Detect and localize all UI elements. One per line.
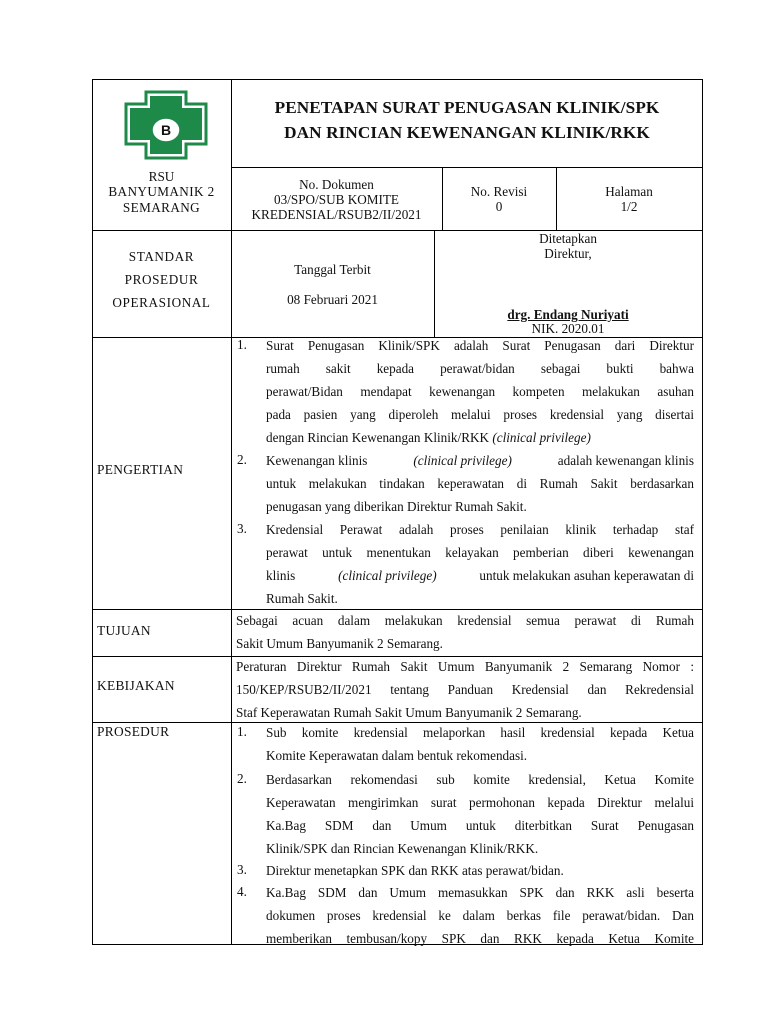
approval-line-1: Ditetapkan [539,231,597,246]
director-name: drg. Endang Nuriyati [507,307,629,322]
pengertian-item-italic: (clinical privilege) [492,430,591,445]
prosedur-item-line: Keperawatan mengirimkan surat permohonan kepada Direktur melalui [266,795,694,810]
page-label: Halaman [605,184,653,199]
sop-label-line-2: PROSEDUR [124,272,199,287]
pengertian-item-line: penugasan yang diberikan Direktur Rumah Sakit. [266,499,527,514]
prosedur-item-line: Klinik/SPK dan Rincian Kewenangan Klinik/RKK. [266,841,539,856]
hospital-name-line-2: BANYUMANIK 2 [108,184,215,199]
section-label-pengertian: PENGERTIAN [97,462,184,477]
table-border-top [92,79,703,80]
pengertian-item-number: 1. [237,337,247,352]
pengertian-item-line: perawat/Bidan mendapat kewenangan kompeten melakukan asuhan [266,384,694,399]
pengertian-item-line: Rumah Sakit. [266,591,338,606]
kebijakan-text [236,658,694,727]
doc-number-line-1: 03/SPO/SUB KOMITE [274,192,399,207]
pengertian-item-line: perawat untuk menentukan kelayakan pemberian diberi kewenangan [266,545,694,560]
pengertian-item-line: pada pasien yang diperoleh melalui proses kredensial yang disertai [266,407,694,422]
pengertian-item-number: 2. [237,452,247,467]
pengertian-item-line: Surat Penugasan Klinik/SPK adalah Surat Penugasan dari Direktur [266,338,694,353]
tujuan-text [236,612,694,658]
page-title-line-1: PENETAPAN SURAT PENUGASAN KLINIK/SPK [274,98,660,117]
page-title [232,97,702,144]
prosedur-item-line: memberikan tembusan/kopy SPK dan RKK kepada Ketua Komite [266,931,694,946]
revision-label: No. Revisi [470,184,528,199]
page-title-line-2: DAN RINCIAN KEWENANGAN KLINIK/RKK [284,123,650,142]
prosedur-item-line: Sub komite kredensial melaporkan hasil kredensial kepada Ketua [266,725,694,740]
pengertian-item-line: dengan Rincian Kewenangan Klinik/RKK [266,430,490,445]
prosedur-item-line: Ka.Bag SDM dan Umum untuk diterbitkan Surat Penugasan [266,818,694,833]
sop-label-line-1: STANDAR [128,249,195,264]
prosedur-item-number: 2. [237,771,247,786]
tujuan-line: Sakit Umum Banyumanik 2 Semarang. [236,636,443,651]
doc-number-line-2: KREDENSIAL/RSUB2/II/2021 [251,207,422,222]
header-title-divider [231,167,703,168]
doc-number-label: No. Dokumen [299,177,374,192]
hospital-name-line-1: RSU [148,169,175,184]
pengertian-item-italic: (clinical privilege) [338,568,437,583]
hospital-logo [110,88,222,168]
pengertian-item-line: klinis [266,568,296,583]
table-border-right [702,79,703,945]
section-label-prosedur: PROSEDUR [97,724,170,739]
pengertian-item-line: untuk melakukan tindakan keperawatan di Rumah Sakit berdasarkan [266,476,694,491]
hospital-name-line-3: SEMARANG [122,200,201,215]
pengertian-item-italic: (clinical privilege) [413,453,512,468]
tujuan-line: Sebagai acuan dalam melakukan kredensial semua perawat di Rumah [236,613,694,628]
prosedur-item-number: 1. [237,724,247,739]
approval-line-2: Direktur, [544,246,592,261]
kebijakan-line: Peraturan Direktur Rumah Sakit Umum Banyumanik 2 Semarang Nomor : [236,659,694,674]
prosedur-item-number: 4. [237,884,247,899]
sop-label-line-3: OPERASIONAL [112,295,211,310]
prosedur-item-line: Direktur menetapkan SPK dan RKK atas perawat/bidan. [266,863,564,878]
pengertian-item-line: rumah sakit kepada perawat/bidan sebagai bukti bahwa [266,361,694,376]
prosedur-item-line: Berdasarkan rekomendasi sub komite kredensial, Ketua Komite [266,772,694,787]
issue-date-label: Tanggal Terbit [294,262,371,277]
pengertian-item-line: adalah kewenangan klinis [557,453,694,468]
prosedur-item-line: Ka.Bag SDM dan Umum memasukkan SPK dan RKK asli beserta [266,885,694,900]
prosedur-item-line: dokumen proses kredensial ke dalam berkas file perawat/bidan. Dan [266,908,694,923]
kebijakan-line: 150/KEP/RSUB2/II/2021 tentang Panduan Kredensial dan Rekredensial [236,682,694,697]
pengertian-item-line: untuk melakukan asuhan keperawatan di [479,568,694,583]
logo-letter: B [160,122,172,138]
prosedur-item-number: 3. [237,862,247,877]
section-label-tujuan: TUJUAN [97,623,151,638]
section-label-kebijakan: KEBIJAKAN [97,678,175,693]
pengertian-item-number: 3. [237,521,247,536]
revision-value: 0 [495,199,503,214]
pengertian-item-line: Kewenangan klinis [266,453,368,468]
prosedur-item-line: Komite Keperawatan dalam bentuk rekomendasi. [266,748,528,763]
pengertian-item-line: Kredensial Perawat adalah proses penilaian klinik terhadap staf [266,522,694,537]
issue-date-value: 08 Februari 2021 [287,292,378,307]
kebijakan-line: Staf Keperawatan Rumah Sakit Umum Banyumanik 2 Semarang. [236,705,582,720]
director-nik: NIK. 2020.01 [531,321,605,336]
page-value: 1/2 [620,199,638,214]
